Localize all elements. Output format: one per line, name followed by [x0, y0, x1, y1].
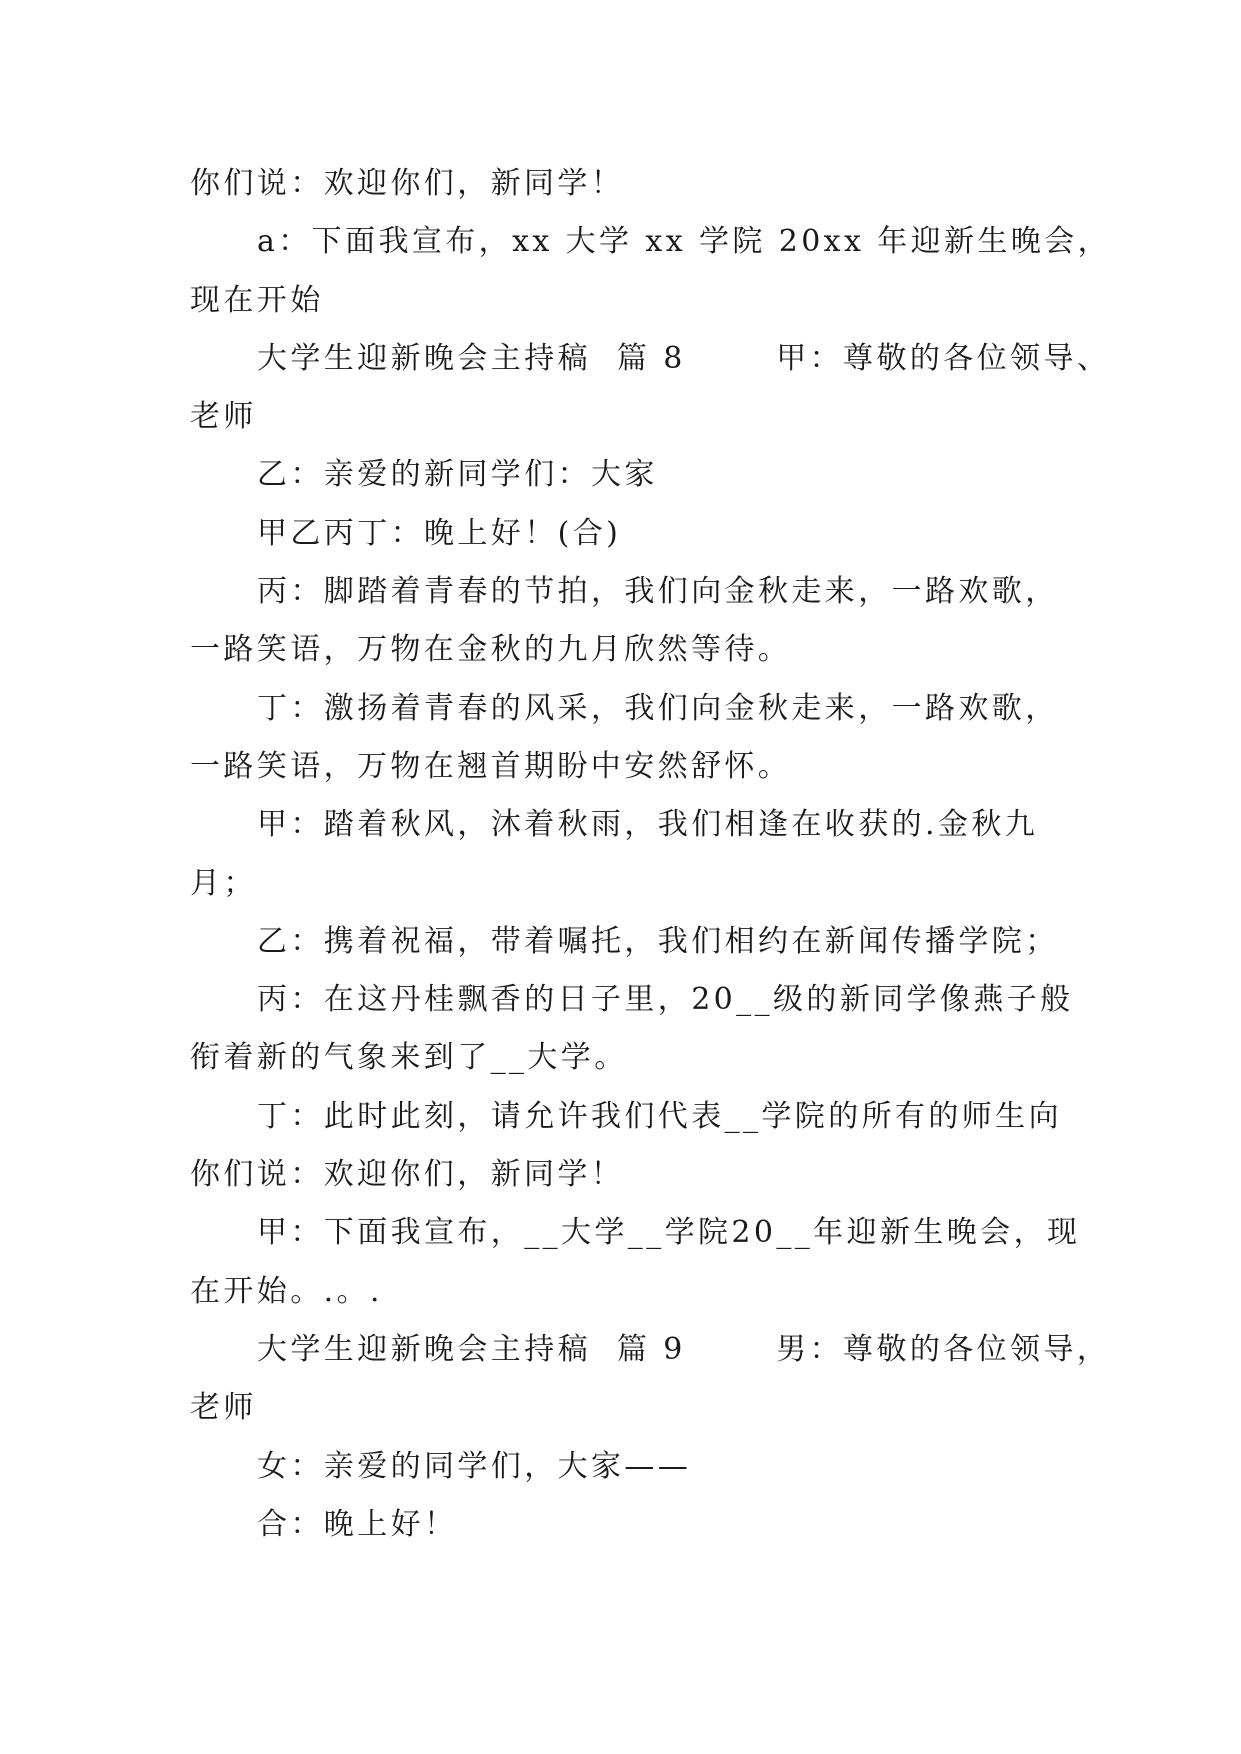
document-body — [190, 155, 1112, 1554]
text-line: 一路笑语，万物在金秋的九月欣然等待。 — [190, 632, 792, 668]
text-line: 在开始。.。. — [190, 1273, 383, 1309]
text-line: 老师 — [190, 1390, 257, 1426]
paragraph-start-line: 甲乙丙丁：晚上好！(合) — [257, 515, 622, 551]
paragraph-start-line: 合：晚上好！ — [257, 1506, 458, 1542]
paragraph-start-line: 女：亲爱的同学们，大家—— — [257, 1448, 692, 1484]
text-line: 你们说：欢迎你们，新同学！ — [190, 166, 625, 201]
text-line: 衔着新的气象来到了__大学。 — [190, 1040, 628, 1076]
text-line: 月； — [190, 865, 257, 901]
text-line: 老师 — [190, 399, 257, 435]
paragraph-start-line: 乙：亲爱的新同学们：大家 — [257, 457, 658, 493]
paragraph-start-line: 丁：激扬着青春的风采，我们向金秋走来，一路欢歌， — [257, 690, 1059, 726]
text-line: 现在开始 — [190, 282, 324, 318]
text-line: 一路笑语，万物在翘首期盼中安然舒怀。 — [190, 748, 792, 784]
text-line: 你们说：欢迎你们，新同学！ — [190, 1157, 625, 1193]
section-heading-line: 大学生迎新晚会主持稿 篇 9 男：尊敬的各位领导， — [257, 1331, 1111, 1367]
paragraph-start-line: 乙：携着祝福，带着嘱托，我们相约在新闻传播学院； — [257, 923, 1059, 959]
paragraph-start-line: 丙：在这丹桂飘香的日子里，20__级的新同学像燕子般 — [257, 982, 1074, 1018]
section-heading-line: 大学生迎新晚会主持稿 篇 8 甲：尊敬的各位领导、 — [257, 340, 1111, 376]
paragraph-start-line: a：下面我宣布，xx 大学 xx 学院 20xx 年迎新生晚会， — [257, 224, 1112, 260]
paragraph-start-line: 丙：脚踏着青春的节拍，我们向金秋走来，一路欢歌， — [257, 574, 1059, 610]
paragraph-start-line: 甲：踏着秋风，沐着秋雨，我们相逢在收获的.金秋九 — [257, 807, 1039, 843]
paragraph-start-line: 丁：此时此刻，请允许我们代表__学院的所有的师生向 — [257, 1098, 1062, 1134]
paragraph-start-line: 甲：下面我宣布，__大学__学院20__年迎新生晚会，现 — [257, 1215, 1081, 1251]
